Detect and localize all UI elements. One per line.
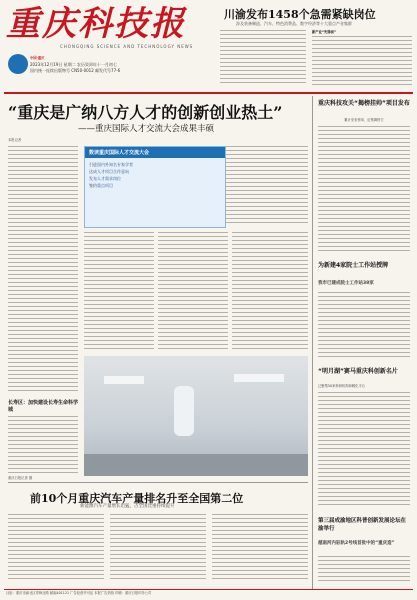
lead-col-4 xyxy=(232,232,308,352)
top-article-text xyxy=(220,30,306,88)
sidebar-divider xyxy=(312,96,313,590)
date-line: 2023年12月19日 星期二 农历癸卯年十一月初七 xyxy=(30,62,117,67)
sidebar-story4-sub: 越南河内驻轨2号线首批中的“重庆造” xyxy=(318,541,395,546)
graphic-title: 数读重庆国际人才交流大会 xyxy=(85,147,225,158)
lead-byline: 本报记者 xyxy=(8,138,22,142)
sidebar-story3-sub: 已聚集50家科研机构和孵化平台 xyxy=(318,384,366,388)
auto-col-3 xyxy=(212,514,308,584)
newspaper-logo xyxy=(8,54,28,74)
sidebar-story4-title: 第三届成渝地区科普创新发展论坛在渝举行 xyxy=(318,518,407,532)
auto-headline: 前10个月重庆汽车产量排名升至全国第二位 xyxy=(30,492,244,505)
lead-col-1 xyxy=(8,146,78,396)
sidebar-story1-title: 重庆科技攻关“揭榜挂帅”项目发布 xyxy=(318,100,410,107)
newspaper-title: 重庆科技报 xyxy=(6,4,186,44)
lead-subhead: ——重庆国际人才交流大会成果丰硕 xyxy=(78,124,215,134)
newspaper-subtitle: CHONGQING SCIENCE AND TECHNOLOGY NEWS xyxy=(60,44,194,49)
photo-robot-arm xyxy=(234,374,284,382)
lab-photo xyxy=(84,356,308,476)
auto-col-1 xyxy=(8,514,104,584)
region-badge: 中国·重庆 xyxy=(30,56,45,60)
footer-rule xyxy=(4,589,413,590)
top-subhead: 涉及装备制造、汽车、特色消费品、数字经济等十大重点产业集群 xyxy=(236,21,352,26)
top-brief-text xyxy=(312,36,412,88)
header-rule xyxy=(4,92,413,94)
photo-figure xyxy=(174,386,194,436)
sidebar-story2-sub: 我市已建成院士工作站38家 xyxy=(318,281,374,286)
sidebar-story3-title: “明月湖”赛马重庆科创新名片 xyxy=(318,368,398,375)
auto-subhead: 新能源汽车产量增长迅猛，占全国比重持续提升 xyxy=(80,504,175,509)
lead-col-3 xyxy=(158,232,228,352)
sidebar-story2-text xyxy=(318,292,410,362)
photo-bench xyxy=(84,454,308,476)
issue-line: 国内统一连续出版物号 CN50-0012 邮发代号77-6 xyxy=(30,68,121,73)
sidebar-story1-text xyxy=(318,126,410,256)
graphic-item: 发布人才需求岗位 xyxy=(89,176,121,181)
sidebar-story3-text xyxy=(318,392,410,510)
sidebar-story4-text xyxy=(318,556,410,586)
lead-col-right-top xyxy=(226,146,308,226)
section-rule xyxy=(8,482,308,483)
top-brief-title: 新产业“先锋岗” xyxy=(312,30,337,34)
graphic-item: 引进国内外知名专家学者 xyxy=(89,162,133,167)
graphic-item: 签约重点项目 xyxy=(89,183,113,188)
sidebar-story1-sub: 累计发布榜单，征集揭榜方 xyxy=(344,118,384,122)
footer-text: 社址：重庆市渝北区青枫北路 邮编401121 广告经营许可证 本报广告热线 印刷：重庆日报印务公司 xyxy=(6,591,152,595)
masthead xyxy=(6,4,206,44)
lead-headline: “重庆是广纳八方人才的创新创业热土” xyxy=(8,103,283,122)
photo-caption: 长寿区：加快建设长寿生命科学城 重庆日报记者 摄 xyxy=(8,400,79,480)
data-graphic xyxy=(84,146,226,228)
top-headline: 川渝发布1458个急需紧缺岗位 xyxy=(224,8,376,21)
sidebar-story2-title: 为新建4家院士工作站授牌 xyxy=(318,262,389,269)
graphic-item: 达成人才项目合作意向 xyxy=(89,169,129,174)
photo-robot-arm xyxy=(104,376,144,384)
lead-col-2 xyxy=(84,232,154,352)
auto-col-2 xyxy=(110,514,206,584)
